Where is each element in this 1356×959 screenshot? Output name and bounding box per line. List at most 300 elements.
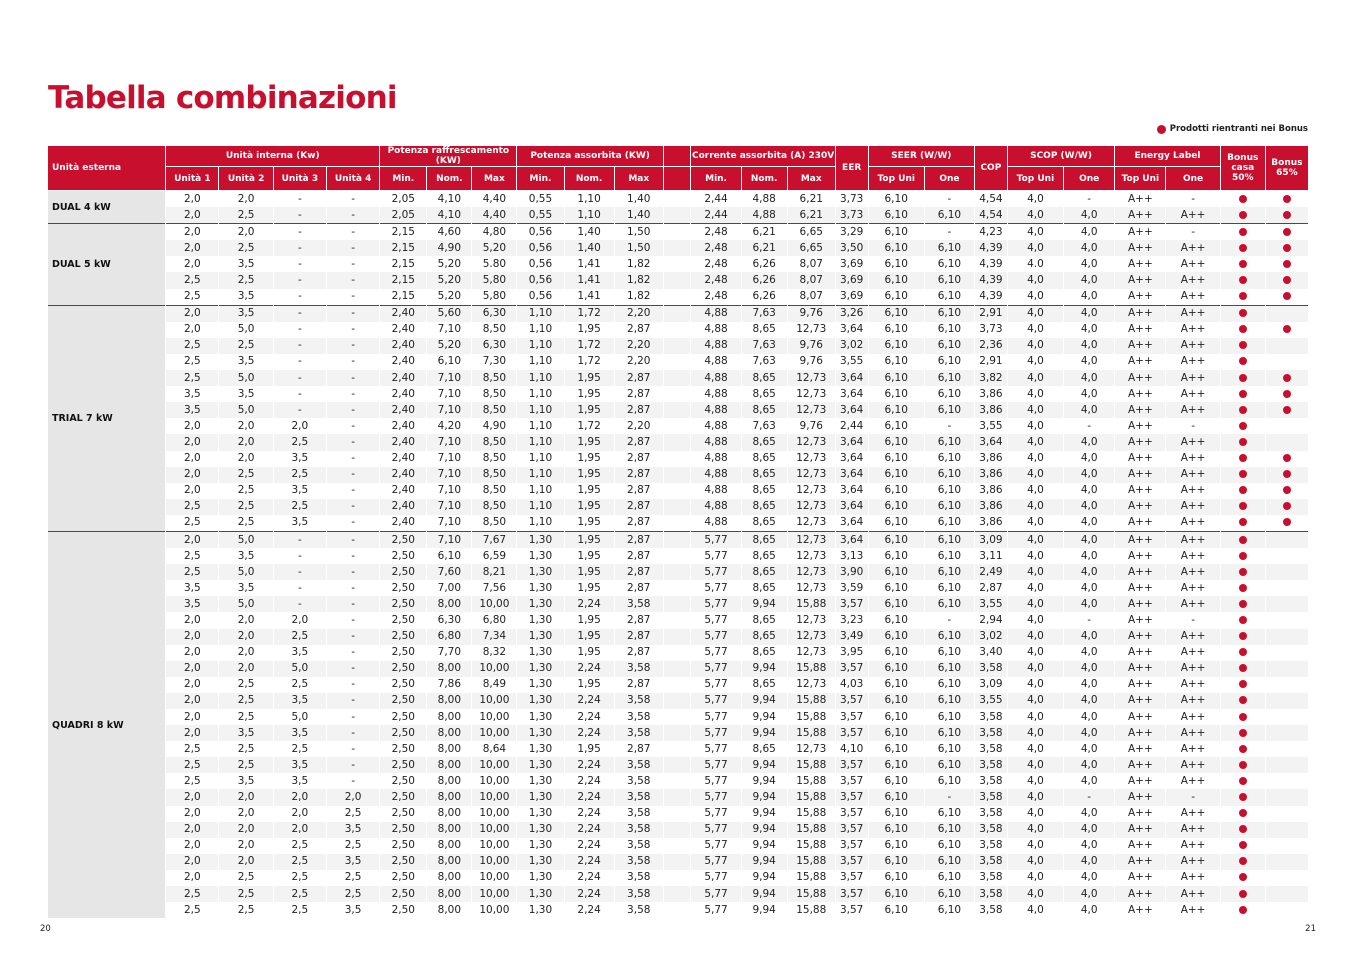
table-cell: 2,49: [975, 564, 1008, 580]
table-cell: 4,88: [691, 386, 741, 402]
table-cell: -: [326, 370, 379, 386]
table-cell: 1,30: [517, 838, 564, 854]
table-cell: A++: [1166, 289, 1220, 306]
table-cell: 2,87: [614, 548, 663, 564]
bonus-65-cell: [1265, 773, 1308, 789]
table-cell: 3,5: [273, 693, 326, 709]
table-cell: 2,5: [273, 434, 326, 450]
table-cell: -: [1064, 191, 1115, 208]
group-label: TRIAL 7 kW: [48, 305, 166, 531]
table-cell: 2,5: [219, 515, 273, 532]
table-cell: 2,50: [380, 838, 427, 854]
table-cell: 2,5: [273, 886, 326, 902]
table-cell: 3,64: [835, 515, 868, 532]
table-cell: 3,58: [975, 661, 1008, 677]
table-cell: 2,5: [273, 629, 326, 645]
table-cell: 3,58: [975, 725, 1008, 741]
table-cell: 4,0: [1007, 240, 1063, 256]
table-cell: A++: [1115, 789, 1166, 805]
table-cell: 3,58: [975, 757, 1008, 773]
table-cell: 6,10: [924, 207, 974, 224]
table-cell: 4,88: [691, 418, 741, 434]
table-cell: 6,10: [868, 483, 924, 499]
table-cell: 4,90: [472, 418, 517, 434]
table-cell: 2,50: [380, 531, 427, 548]
table-cell: 6,21: [787, 207, 835, 224]
table-cell: -: [273, 272, 326, 288]
bonus-dot-icon: [1283, 502, 1291, 510]
table-cell: 2,0: [273, 418, 326, 434]
table-cell: A++: [1115, 434, 1166, 450]
table-cell: 8,00: [427, 854, 472, 870]
table-cell: 2,5: [219, 207, 273, 224]
table-cell: 3,55: [975, 596, 1008, 612]
table-cell: 6,10: [868, 354, 924, 370]
table-cell: 4,0: [1064, 822, 1115, 838]
table-cell: A++: [1115, 612, 1166, 628]
table-cell: 3,5: [273, 483, 326, 499]
table-cell: 2,50: [380, 757, 427, 773]
table-cell: 3,58: [975, 741, 1008, 757]
gap-cell: [663, 272, 691, 288]
gap-cell: [663, 709, 691, 725]
table-cell: A++: [1166, 725, 1220, 741]
table-cell: 2,15: [380, 272, 427, 288]
table-cell: 1,10: [517, 338, 564, 354]
table-cell: 0,56: [517, 240, 564, 256]
table-cell: 4,0: [1064, 224, 1115, 241]
bonus-dot-icon: [1283, 518, 1291, 526]
header-energy-one: One: [1166, 167, 1220, 191]
table-cell: A++: [1166, 677, 1220, 693]
bonus-50-cell: [1220, 207, 1265, 224]
bonus-dot-icon: [1239, 357, 1247, 365]
table-cell: 3,58: [614, 693, 663, 709]
table-cell: 5,77: [691, 902, 741, 918]
table-cell: 8,65: [741, 580, 787, 596]
bonus-dot-icon: [1239, 195, 1247, 203]
table-cell: 2,5: [166, 564, 219, 580]
table-cell: 2,50: [380, 741, 427, 757]
table-cell: 8,65: [741, 434, 787, 450]
table-cell: 1,95: [564, 370, 614, 386]
bonus-50-cell: [1220, 806, 1265, 822]
table-cell: 6,10: [924, 305, 974, 322]
table-cell: 15,88: [787, 870, 835, 886]
table-cell: 1,40: [614, 191, 663, 208]
table-cell: 15,88: [787, 757, 835, 773]
table-cell: 2,0: [166, 645, 219, 661]
table-cell: 5,77: [691, 757, 741, 773]
table-cell: 3,57: [835, 773, 868, 789]
table-cell: 9,94: [741, 822, 787, 838]
table-cell: 2,5: [273, 677, 326, 693]
table-cell: 4,0: [1064, 773, 1115, 789]
table-cell: 4,0: [1007, 467, 1063, 483]
bonus-dot-icon: [1283, 228, 1291, 236]
table-cell: 2,5: [219, 902, 273, 918]
table-cell: 1,95: [564, 322, 614, 338]
table-cell: 12,73: [787, 741, 835, 757]
table-cell: A++: [1166, 902, 1220, 918]
table-cell: 6,10: [868, 806, 924, 822]
table-cell: 4,0: [1064, 499, 1115, 515]
table-cell: 2,87: [614, 629, 663, 645]
bonus-65-cell: [1265, 806, 1308, 822]
table-cell: 7,10: [427, 499, 472, 515]
table-cell: 7,10: [427, 451, 472, 467]
table-cell: 2,24: [564, 822, 614, 838]
table-cell: 9,94: [741, 806, 787, 822]
bonus-dot-icon: [1239, 536, 1247, 544]
table-cell: 6,10: [868, 451, 924, 467]
header-bonus-65: Bonus 65%: [1265, 146, 1308, 191]
bonus-65-cell: [1265, 661, 1308, 677]
table-cell: 4,0: [1007, 645, 1063, 661]
table-cell: 3,5: [326, 854, 379, 870]
table-cell: 2,40: [380, 515, 427, 532]
bonus-65-cell: [1265, 902, 1308, 918]
table-cell: 2,40: [380, 418, 427, 434]
table-cell: 6,10: [868, 191, 924, 208]
table-cell: 2,40: [380, 402, 427, 418]
table-cell: 1,10: [517, 467, 564, 483]
gap-cell: [663, 207, 691, 224]
table-cell: -: [326, 386, 379, 402]
table-cell: 4,0: [1064, 370, 1115, 386]
bonus-dot-icon: [1239, 309, 1247, 317]
table-cell: 2,0: [166, 467, 219, 483]
table-cell: 8,00: [427, 693, 472, 709]
bonus-65-cell: [1265, 224, 1308, 241]
table-cell: 9,94: [741, 693, 787, 709]
table-cell: 2,87: [614, 434, 663, 450]
table-cell: 2,5: [273, 870, 326, 886]
header-unit-3: Unità 3: [273, 167, 326, 191]
table-cell: 2,50: [380, 645, 427, 661]
table-cell: -: [326, 240, 379, 256]
bonus-50-cell: [1220, 838, 1265, 854]
table-cell: 4,88: [691, 451, 741, 467]
table-cell: 4,0: [1064, 677, 1115, 693]
table-cell: 2,40: [380, 305, 427, 322]
table-cell: 8,21: [472, 564, 517, 580]
table-cell: 2,5: [273, 741, 326, 757]
table-cell: 6,65: [787, 224, 835, 241]
table-cell: 1,30: [517, 612, 564, 628]
table-cell: 4,0: [1064, 531, 1115, 548]
table-cell: 4,0: [1007, 224, 1063, 241]
table-cell: 9,94: [741, 838, 787, 854]
table-cell: 10,00: [472, 693, 517, 709]
table-cell: -: [326, 661, 379, 677]
table-cell: 6,10: [924, 515, 974, 532]
bonus-dot-icon: [1239, 616, 1247, 624]
table-cell: 2,40: [380, 338, 427, 354]
header-current-min: Min.: [691, 167, 741, 191]
table-cell: 6,10: [868, 256, 924, 272]
table-cell: 6,10: [924, 870, 974, 886]
gap-cell: [663, 822, 691, 838]
table-cell: 6,10: [868, 693, 924, 709]
table-cell: 4,0: [1007, 741, 1063, 757]
table-cell: 2,0: [273, 806, 326, 822]
gap-cell: [663, 338, 691, 354]
table-cell: A++: [1166, 564, 1220, 580]
table-cell: 4,0: [1064, 338, 1115, 354]
table-cell: -: [326, 305, 379, 322]
table-cell: 5,0: [273, 709, 326, 725]
table-cell: 1,30: [517, 531, 564, 548]
table-cell: 15,88: [787, 693, 835, 709]
table-cell: 0,56: [517, 224, 564, 241]
table-cell: 3,57: [835, 693, 868, 709]
table-cell: A++: [1115, 806, 1166, 822]
table-cell: 4,0: [1064, 515, 1115, 532]
table-cell: 3,58: [614, 870, 663, 886]
table-cell: 1,95: [564, 386, 614, 402]
table-cell: 4,0: [1064, 272, 1115, 288]
table-cell: 3,82: [975, 370, 1008, 386]
table-row: [48, 902, 1309, 918]
table-cell: A++: [1115, 338, 1166, 354]
table-cell: 3,13: [835, 548, 868, 564]
table-cell: 1,10: [517, 418, 564, 434]
table-cell: 3,5: [219, 289, 273, 306]
table-cell: A++: [1166, 338, 1220, 354]
bonus-dot-icon: [1283, 276, 1291, 284]
table-cell: 2,0: [166, 434, 219, 450]
table-cell: 2,0: [273, 612, 326, 628]
bonus-dot-icon: [1239, 228, 1247, 236]
table-cell: A++: [1115, 548, 1166, 564]
table-cell: -: [273, 305, 326, 322]
table-cell: 4,0: [1064, 757, 1115, 773]
table-cell: 2,05: [380, 207, 427, 224]
table-cell: 15,88: [787, 838, 835, 854]
bonus-dot-icon: [1239, 276, 1247, 284]
table-cell: 2,0: [166, 531, 219, 548]
table-cell: A++: [1115, 693, 1166, 709]
table-cell: 3,86: [975, 402, 1008, 418]
table-cell: 3,23: [835, 612, 868, 628]
header-cooling-nom: Nom.: [427, 167, 472, 191]
table-cell: 2,0: [166, 806, 219, 822]
table-row: [48, 854, 1309, 870]
table-cell: 4,0: [1007, 515, 1063, 532]
table-cell: 2,87: [614, 531, 663, 548]
table-cell: 4,0: [1007, 354, 1063, 370]
table-cell: 6,10: [924, 629, 974, 645]
table-cell: A++: [1166, 709, 1220, 725]
bonus-65-cell: [1265, 338, 1308, 354]
table-cell: 7,63: [741, 338, 787, 354]
bonus-50-cell: [1220, 886, 1265, 902]
bonus-dot-icon: [1239, 518, 1247, 526]
table-cell: 2,20: [614, 354, 663, 370]
table-cell: A++: [1115, 451, 1166, 467]
table-cell: 2,36: [975, 338, 1008, 354]
table-cell: 7,10: [427, 434, 472, 450]
header-absorbed-nom: Nom.: [564, 167, 614, 191]
table-cell: 2,5: [166, 902, 219, 918]
table-cell: -: [326, 207, 379, 224]
table-cell: 3,5: [166, 402, 219, 418]
table-cell: 2,5: [219, 693, 273, 709]
table-cell: 12,73: [787, 645, 835, 661]
table-cell: 1,95: [564, 515, 614, 532]
table-cell: 2,5: [166, 499, 219, 515]
table-cell: 2,87: [614, 370, 663, 386]
table-cell: 10,00: [472, 902, 517, 918]
table-body: [48, 191, 1309, 919]
table-cell: 3,57: [835, 886, 868, 902]
table-cell: 5,77: [691, 612, 741, 628]
table-cell: 12,73: [787, 612, 835, 628]
table-cell: -: [273, 207, 326, 224]
table-cell: 15,88: [787, 661, 835, 677]
table-cell: 1,95: [564, 629, 614, 645]
bonus-65-cell: [1265, 693, 1308, 709]
table-cell: 3,73: [835, 191, 868, 208]
table-cell: 8,00: [427, 757, 472, 773]
table-cell: 4,0: [1064, 838, 1115, 854]
gap-cell: [663, 499, 691, 515]
table-cell: 3,02: [975, 629, 1008, 645]
table-cell: 3,58: [614, 838, 663, 854]
header-absorbed-min: Min.: [517, 167, 564, 191]
table-cell: 3,58: [614, 789, 663, 805]
bonus-50-cell: [1220, 386, 1265, 402]
gap-cell: [663, 354, 691, 370]
table-cell: 1,30: [517, 806, 564, 822]
table-row: [48, 207, 1309, 224]
bonus-dot-icon: [1239, 454, 1247, 462]
table-cell: 1,82: [614, 289, 663, 306]
table-cell: 5,77: [691, 661, 741, 677]
table-cell: -: [326, 725, 379, 741]
table-cell: 3,5: [219, 256, 273, 272]
table-cell: 5,0: [219, 531, 273, 548]
table-cell: -: [273, 386, 326, 402]
gap-cell: [663, 370, 691, 386]
table-cell: 4,0: [1064, 354, 1115, 370]
bonus-dot-icon: [1283, 211, 1291, 219]
group-label: DUAL 5 kW: [48, 224, 166, 305]
table-cell: 2,5: [166, 886, 219, 902]
table-cell: A++: [1115, 499, 1166, 515]
table-cell: 6,26: [741, 256, 787, 272]
gap-cell: [663, 773, 691, 789]
gap-cell: [663, 902, 691, 918]
table-cell: -: [273, 322, 326, 338]
table-cell: A++: [1115, 580, 1166, 596]
table-cell: 4,88: [691, 467, 741, 483]
table-cell: 5,77: [691, 854, 741, 870]
table-cell: 6,10: [868, 580, 924, 596]
table-cell: 6,10: [924, 483, 974, 499]
bonus-dot-icon: [1239, 584, 1247, 592]
table-cell: 3,57: [835, 902, 868, 918]
table-cell: 2,87: [614, 386, 663, 402]
table-cell: 4,0: [1007, 305, 1063, 322]
bonus-65-cell: [1265, 515, 1308, 532]
table-cell: 3,55: [835, 354, 868, 370]
bonus-dot-icon: [1239, 470, 1247, 478]
table-cell: 4,0: [1064, 564, 1115, 580]
gap-cell: [663, 693, 691, 709]
table-cell: 5,77: [691, 773, 741, 789]
gap-cell: [663, 838, 691, 854]
table-cell: 2,0: [166, 677, 219, 693]
table-cell: 10,00: [472, 806, 517, 822]
header-indoor-units: Unità interna (Kw): [166, 146, 380, 167]
table-cell: 9,94: [741, 773, 787, 789]
table-row: [48, 418, 1309, 434]
table-cell: 3,58: [975, 870, 1008, 886]
table-cell: 4,23: [975, 224, 1008, 241]
table-cell: A++: [1115, 240, 1166, 256]
table-cell: -: [273, 596, 326, 612]
table-cell: 1,41: [564, 289, 614, 306]
table-cell: 1,30: [517, 757, 564, 773]
table-cell: 3,58: [614, 596, 663, 612]
table-cell: 7,30: [472, 354, 517, 370]
table-cell: 5,20: [427, 256, 472, 272]
table-cell: -: [273, 224, 326, 241]
table-cell: 10,00: [472, 870, 517, 886]
table-cell: 5,77: [691, 564, 741, 580]
table-cell: 5,77: [691, 741, 741, 757]
table-cell: 2,87: [614, 515, 663, 532]
table-cell: 6,10: [427, 548, 472, 564]
bonus-50-cell: [1220, 354, 1265, 370]
table-cell: 8,00: [427, 661, 472, 677]
bonus-65-cell: [1265, 757, 1308, 773]
table-cell: 3,40: [975, 645, 1008, 661]
table-cell: 2,50: [380, 693, 427, 709]
table-row: [48, 386, 1309, 402]
table-cell: 1,95: [564, 499, 614, 515]
table-cell: 15,88: [787, 902, 835, 918]
table-cell: 2,5: [166, 515, 219, 532]
table-cell: 1,30: [517, 580, 564, 596]
table-cell: 3,58: [614, 806, 663, 822]
table-cell: 2,24: [564, 693, 614, 709]
gap-cell: [663, 580, 691, 596]
table-cell: 3,58: [614, 773, 663, 789]
table-cell: 6,10: [924, 499, 974, 515]
table-cell: 6,10: [924, 596, 974, 612]
table-row: [48, 305, 1309, 322]
table-cell: 6,80: [472, 612, 517, 628]
table-cell: 2,5: [273, 902, 326, 918]
table-cell: 2,5: [326, 806, 379, 822]
table-cell: 6,10: [924, 902, 974, 918]
table-cell: 5,80: [472, 289, 517, 306]
table-cell: 3,57: [835, 661, 868, 677]
table-cell: 4,0: [1007, 418, 1063, 434]
table-cell: 2,0: [166, 322, 219, 338]
table-cell: 4,0: [1064, 467, 1115, 483]
table-row: [48, 612, 1309, 628]
table-cell: 4,0: [1064, 902, 1115, 918]
gap-cell: [663, 191, 691, 208]
table-cell: 15,88: [787, 789, 835, 805]
table-cell: 2,50: [380, 822, 427, 838]
table-cell: A++: [1115, 207, 1166, 224]
table-cell: 3,5: [219, 725, 273, 741]
